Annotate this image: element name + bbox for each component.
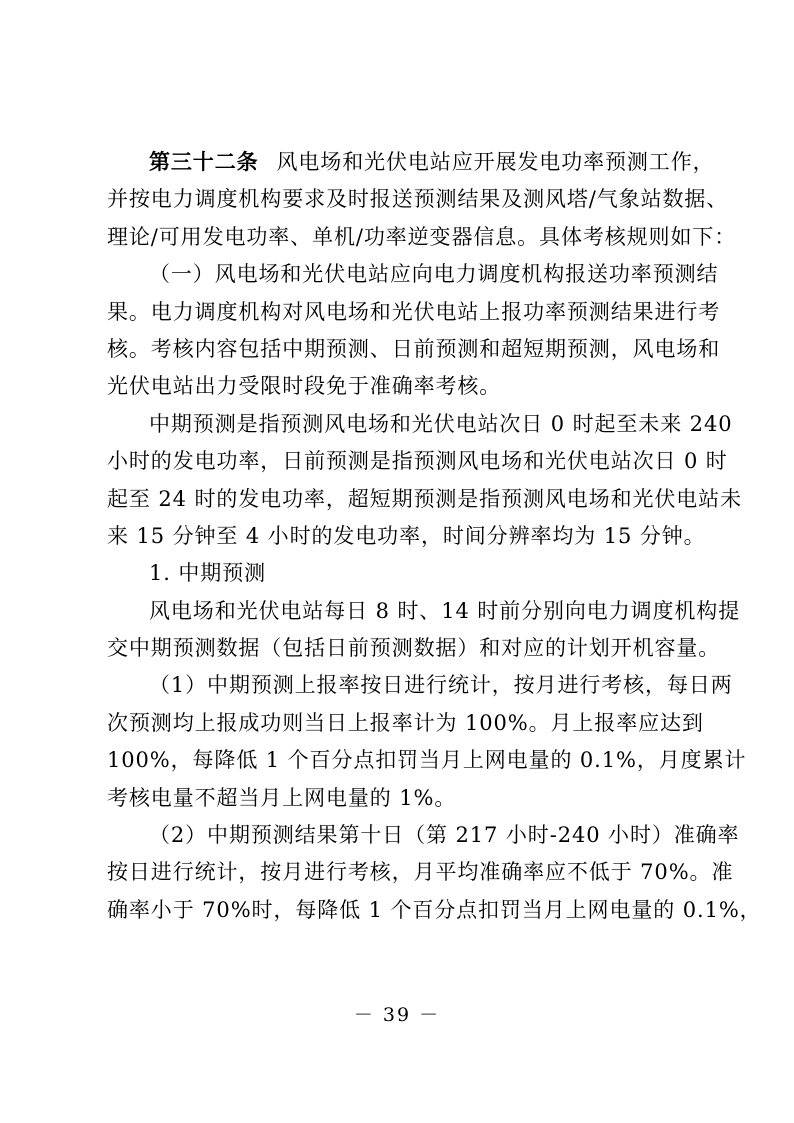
item1-line-4: 考核电量不超当月上网电量的 1%。: [107, 785, 457, 810]
definition-line-1: 中期预测是指预测风电场和光伏电站次日 0 时起至未来 240: [149, 411, 733, 436]
item1-line-2: 次预测均上报成功则当日上报率计为 100%。月上报率应达到: [107, 710, 704, 735]
page-number: － 39 －: [353, 1004, 441, 1026]
item1-line-1: （1）中期预测上报率按日进行统计，按月进行考核，每日两: [149, 673, 733, 698]
article-line-3: 理论/可用发电功率、单机/功率逆变器信息。具体考核规则如下：: [107, 224, 737, 249]
article-line-1: [107, 144, 715, 181]
section1-line-2: 果。电力调度机构对风电场和光伏电站上报功率预测结果进行考: [107, 299, 721, 324]
subsection1-intro-line-1: 风电场和光伏电站每日 8 时、14 时前分别向电力调度机构提: [149, 598, 741, 623]
item2-line-3: 确率小于 70%时，每降低 1 个百分点扣罚当月上网电量的 0.1%，: [107, 897, 762, 922]
document-body: [107, 144, 762, 929]
definition-line-3: 起至 24 时的发电功率，超短期预测是指预测风电场和光伏电站未: [107, 486, 742, 511]
definition-line-2: 小时的发电功率，日前预测是指预测风电场和光伏电站次日 0 时: [107, 449, 728, 474]
section1-line-4: 光伏电站出力受限时段免于准确率考核。: [107, 374, 502, 399]
article-line-2: 并按电力调度机构要求及时报送预测结果及测风塔/气象站数据、: [107, 187, 729, 212]
article-number: 第三十二条: [149, 150, 259, 174]
item2-line-1: （2）中期预测结果第十日（第 217 小时-240 小时）准确率: [149, 823, 740, 848]
section1-line-3: 核。考核内容包括中期预测、日前预测和超短期预测，风电场和: [107, 336, 721, 361]
item1-line-3: 100%，每降低 1 个百分点扣罚当月上网电量的 0.1%，月度累计: [107, 748, 747, 773]
item2-line-2: 按日进行统计，按月进行考核，月平均准确率应不低于 70%。准: [107, 860, 734, 885]
subsection1-heading: 1. 中期预测: [149, 561, 267, 586]
definition-line-4: 来 15 分钟至 4 小时的发电功率，时间分辨率均为 15 分钟。: [107, 523, 706, 548]
section1-line-1: （一）风电场和光伏电站应向电力调度机构报送功率预测结: [149, 262, 719, 287]
subsection1-intro-line-2: 交中期预测数据（包括日前预测数据）和对应的计划开机容量。: [107, 636, 721, 661]
article-text: 风电场和光伏电站应开展发电功率预测工作，: [276, 150, 715, 174]
